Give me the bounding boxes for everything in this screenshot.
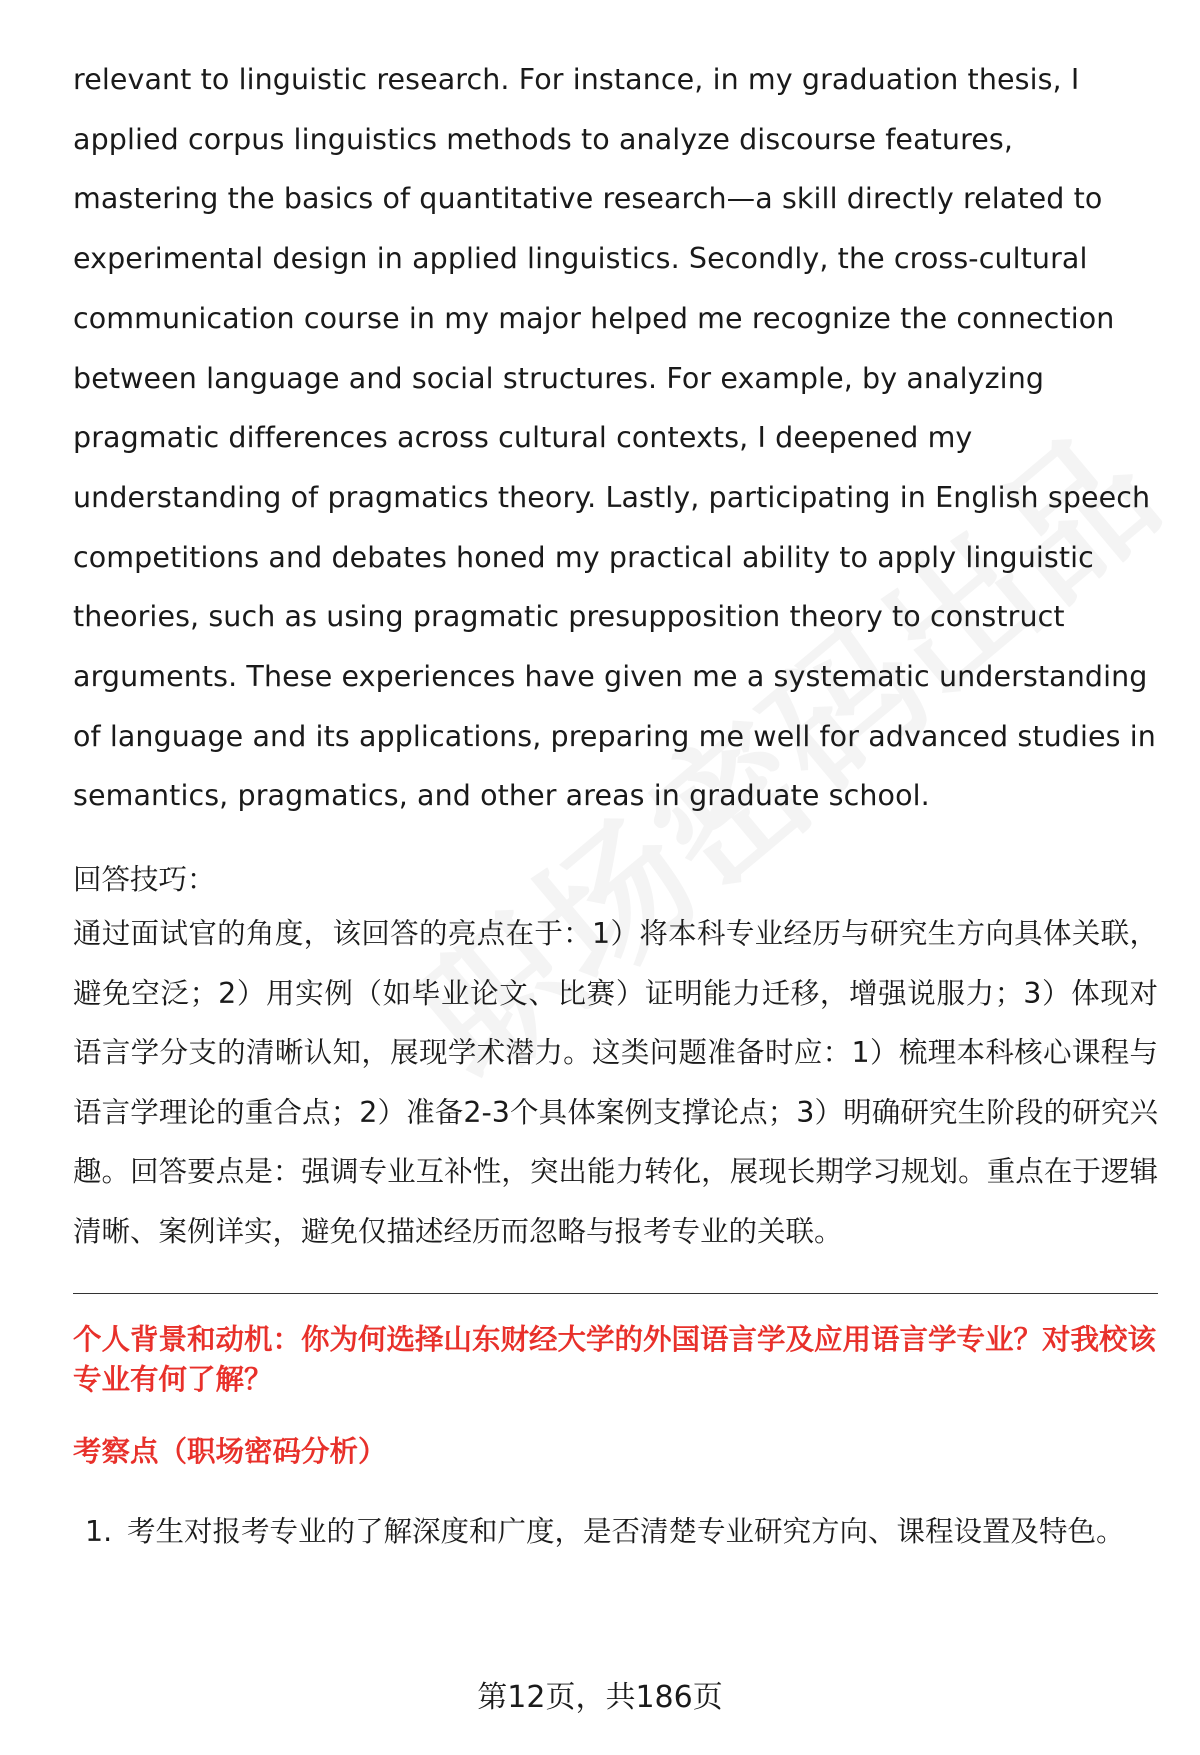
list-item-number: 1. [85, 1515, 113, 1549]
section-divider [73, 1293, 1158, 1294]
page-number: 第12页，共186页 [477, 1680, 723, 1715]
list-item [73, 1502, 1158, 1562]
document-page [73, 50, 1158, 1562]
tips-paragraph: 通过面试官的角度，该回答的亮点在于：1）将本科专业经历与研究生方向具体关联，避免空泛；2）用实例（如毕业论文、比赛）证明能力迁移，增强说服力；3）体现对语言学分支的清晰认知，展现学术潜力。这类问题准备时应：1）梳理本科核心课程与语言学理论的重合点；2）准备2-3个具体案例支撑论点；3）明确研究生阶段的研究兴趣。回答要点是：强调专业互补性，突出能力转化，展现长期学习规划。重点在于逻辑清晰、案例详实，避免仅描述经历而忽略与报考专业的关联。 [73, 917, 1158, 1248]
assessment-subheading: 考察点（职场密码分析） [73, 1435, 387, 1469]
list-item-text: 考生对报考专业的了解深度和广度，是否清楚专业研究方向、课程设置及特色。 [127, 1515, 1125, 1549]
tips-label: 回答技巧： [73, 863, 216, 897]
assessment-points-list [73, 1502, 1158, 1562]
english-paragraph: relevant to linguistic research. For instance, in my graduation thesis, I applied corpus linguistics methods to analyze discourse features, mastering the basics of quantitative research—a skill directly related to experimental design in applied linguistics. Secondly, the cross-cultural communication course in my major helped me recognize the connection between language and social structures. For example, by analyzing pragmatic differences across cultural contexts, I deepened my understanding of pragmatics theory. Lastly, participating in English speech competitions and debates honed my practical ability to apply linguistic theories, such as using pragmatic presupposition theory to construct arguments. These experiences have given me a systematic understanding of language and its applications, preparing me well for advanced studies in semantics, pragmatics, and other areas in graduate school. [73, 63, 1156, 813]
question-title: 个人背景和动机：你为何选择山东财经大学的外国语言学及应用语言学专业？对我校该专业有何了解？ [73, 1323, 1157, 1397]
